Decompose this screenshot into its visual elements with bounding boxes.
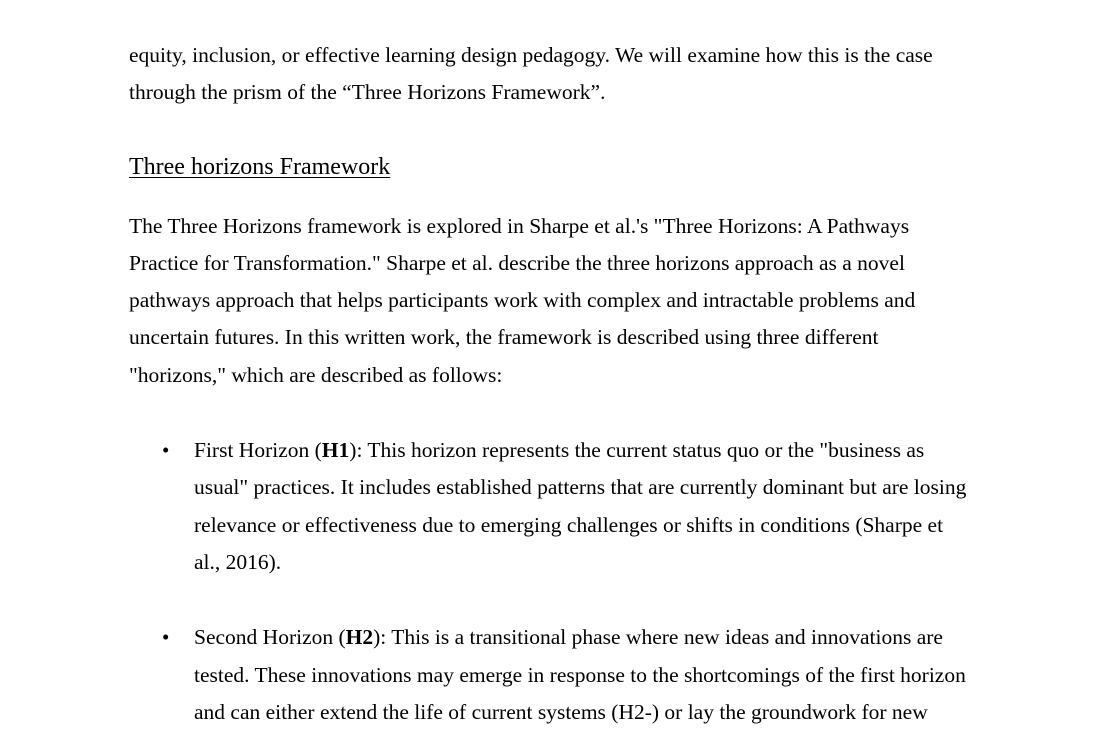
list-item-first-line	[194, 619, 989, 656]
list-item-first-line	[194, 432, 989, 469]
bullet-icon: •	[162, 438, 170, 463]
list-item-second-horizon	[129, 619, 989, 731]
list-item-line: usual" practices. It includes established patterns that are currently dominant but are losing	[194, 475, 967, 500]
list-item-bold-term: H2	[345, 625, 374, 650]
bullet-icon: •	[162, 625, 170, 650]
list-item-first-horizon	[129, 432, 989, 581]
list-item-prefix: Second Horizon (	[194, 625, 346, 650]
intro-line-2: through the prism of the “Three Horizons Framework”.	[129, 80, 606, 105]
intro-line-1: equity, inclusion, or effective learning design pedagogy. We will examine how this is the case	[129, 43, 933, 67]
paragraph-line-2: Practice for Transformation." Sharpe et al. describe the three horizons approach as a novel	[129, 250, 905, 275]
list-item-first-line-rest: ): This horizon represents the current status quo or the "business as	[349, 438, 925, 463]
paragraph-line-4: uncertain futures. In this written work, the framework is described using three different	[129, 325, 879, 350]
list-item-line: relevance or effectiveness due to emerging challenges or shifts in conditions (Sharpe et	[194, 512, 944, 537]
section-heading: Three horizons Framework	[129, 153, 391, 180]
section-paragraph	[129, 208, 989, 394]
horizons-list	[129, 432, 989, 731]
paragraph-line-1: The Three Horizons framework is explored in Sharpe et al.'s "Three Horizons: A Pathways	[129, 213, 910, 238]
list-item-prefix: First Horizon (	[194, 438, 322, 463]
list-item-first-line-rest: ): This is a transitional phase where new ideas and innovations are	[373, 625, 943, 650]
paragraph-line-5: "horizons," which are described as follows:	[129, 362, 503, 387]
list-item-bold-term: H1	[321, 438, 350, 463]
list-item-line: al., 2016).	[194, 549, 282, 574]
list-item-line: and can either extend the life of current systems (H2-) or lay the groundwork for new	[194, 699, 928, 724]
list-item-line: tested. These innovations may emerge in response to the shortcomings of the first horizon	[194, 662, 966, 687]
document-page	[129, 37, 989, 731]
paragraph-line-3: pathways approach that helps participants work with complex and intractable problems and	[129, 288, 916, 313]
